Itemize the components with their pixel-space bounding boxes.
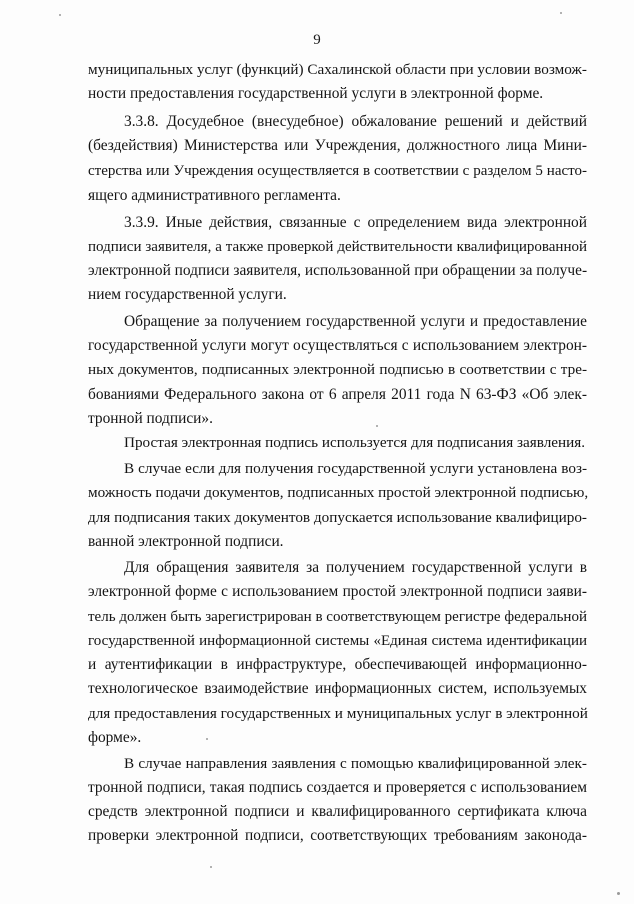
text-line: ных документов, подписанных электронной подписью в соответствии с тре- xyxy=(88,361,587,378)
text-line: В случае направления заявления с помощью квалифицированной элек- xyxy=(124,755,587,772)
text-line: 3.3.9. Иные действия, связанные с определением вида электронной xyxy=(124,214,587,231)
text-line: Для обращения заявителя за получением государственной услуги в xyxy=(124,559,587,576)
text-line: для подписания таких документов допускается использование квалифициро- xyxy=(88,509,587,526)
text-line: Обращение за получением государственной услуги и предоставление xyxy=(124,313,587,330)
text-line: электронной форме с использованием простой электронной подписи заяви- xyxy=(88,583,587,600)
text-line: тронной подписи». xyxy=(88,410,213,427)
text-line: В случае если для получения государственной услуги установлена воз- xyxy=(124,460,587,477)
text-line: муниципальных услуг (функций) Сахалинской области при условии возмож- xyxy=(88,61,587,78)
text-line: государственной услуги могут осуществляться с использованием электрон- xyxy=(88,337,587,354)
text-line: и аутентификации в инфраструктуре, обеспечивающей информационно- xyxy=(88,656,587,673)
text-line: бованиями Федерального закона от 6 апреля 2011 года N 63-ФЗ «Об элек- xyxy=(88,386,587,403)
text-line: проверки электронной подписи, соответствующих требованиям законода- xyxy=(88,827,587,844)
text-line: 3.3.8. Досудебное (внесудебное) обжалование решений и действий xyxy=(124,113,587,130)
text-line: электронной подписи заявителя, использованной при обращении за получе- xyxy=(88,262,588,279)
text-line: подписи заявителя, а также проверкой действительности квалифицированной xyxy=(88,239,587,255)
text-line: стерства или Учреждения осуществляется в соответствии с разделом 5 насто- xyxy=(88,163,587,179)
scan-speck xyxy=(617,892,620,895)
text-line: тель должен быть зарегистрирован в соответствующем регистре федеральной xyxy=(88,609,587,625)
text-line: нием государственной услуги. xyxy=(88,286,287,303)
text-line: форме». xyxy=(88,729,142,746)
text-line: (бездействия) Министерства или Учреждения, должностного лица Мини- xyxy=(88,137,587,154)
scan-speck xyxy=(206,738,208,740)
text-line: технологическое взаимодействие информационных систем, используемых xyxy=(88,680,587,697)
text-line: средств электронной подписи и квалифицированного сертификата ключа xyxy=(88,803,587,820)
scan-speck xyxy=(560,12,562,14)
text-line: Простая электронная подпись используется для подписания заявления. xyxy=(124,434,586,451)
scan-speck xyxy=(210,866,212,868)
text-line: ности предоставления государственной услуги в электронной форме. xyxy=(88,85,544,102)
page-number: 9 xyxy=(313,32,321,48)
text-line: для предоставления государственных и муниципальных услуг в электронной xyxy=(88,705,588,722)
text-line: тронной подписи, такая подпись создается и проверяется с использованием xyxy=(88,779,587,796)
text-line: ванной электронной подписи. xyxy=(88,533,284,550)
scan-speck xyxy=(376,425,378,427)
text-line: государственной информационной системы «Единая система идентификации xyxy=(88,633,587,649)
text-line: можность подачи документов, подписанных простой электронной подписью, xyxy=(88,484,589,501)
text-line: ящего административного регламента. xyxy=(88,187,341,204)
scan-speck xyxy=(59,14,61,16)
